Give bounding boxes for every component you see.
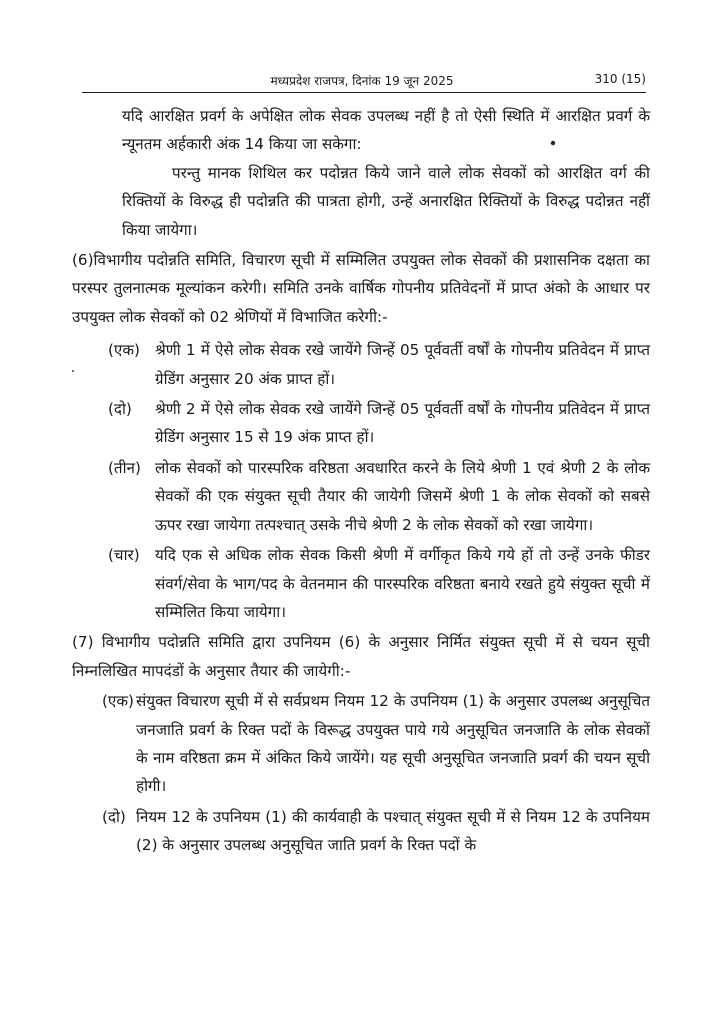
gazette-title: मध्यप्रदेश राजपत्र, दिनांक 19 जून 2025 <box>270 74 454 88</box>
item-text: लोक सेवकों को पारस्परिक वरिष्ठता अवधारित करने के लिये श्रेणी 1 एवं श्रेणी 2 के लोक सेवकों की एक संयुक्त सूची तैयार की जायेगी जिसमें श्रेणी 1 के लोक सेवकों को सबसे ऊपर रखा जायेगा तत्पश्चात् उसके नीचे श्रेणी 2 के लोक सेवकों को रखा जायेगा। <box>155 458 650 534</box>
item-text: श्रेणी 2 में ऐसे लोक सेवक रखे जायेंगे जिन्हें 05 पूर्ववर्ती वर्षों के गोपनीय प्रतिवेदन में प्राप्त ग्रेडिंग अनुसार 15 से 19 अंक प्राप्त हों। <box>155 400 650 447</box>
item-text: श्रेणी 1 में ऐसे लोक सेवक रखे जायेंगे जिन्हें 05 पूर्ववर्ती वर्षों के गोपनीय प्रतिवेदन में प्राप्त ग्रेडिंग अनुसार 20 अंक प्राप्त हों। <box>155 341 650 388</box>
proviso-paragraph: परन्तु मानक शिथिल कर पदोन्नत किये जाने वाले लोक सेवकों को आरक्षित वर्ग की रिक्तियों के विरुद्ध ही पदोन्नति की पात्रता होगी, उन्हें अनारक्षित रिक्तियों के विरुद्ध पदोन्नत नहीं किया जायेगा। <box>122 163 650 239</box>
item-number: (चार) <box>108 546 140 565</box>
item-text: यदि एक से अधिक लोक सेवक किसी श्रेणी में वर्गीकृत किये गये हों तो उन्हें उनके फीडर संवर्ग/सेवा के भाग/पद के वेतनमान की पारस्परिक वरिष्ठता बनाये रखते हुये संयुक्त सूची में सम्मिलित किया जायेगा। <box>155 546 650 621</box>
document-body <box>72 102 650 860</box>
header-divider <box>82 92 646 93</box>
page-header <box>0 70 724 90</box>
clause-6-item-1 <box>72 336 650 393</box>
intro-paragraph: यदि आरक्षित प्रवर्ग के अपेक्षित लोक सेवक उपलब्ध नहीं है तो ऐसी स्थिति में आरक्षित प्रवर्ग के न्यूनतम अर्हकारी अंक 14 किया जा सकेगा: <box>122 107 650 154</box>
clause-7-text: (7) विभागीय पदोन्नति समिति द्वारा उपनियम (6) के अनुसार निर्मित संयुक्त सूची में से चयन सूची निम्नलिखित मापदंडों के अनुसार तैयार की जायेगी:- <box>72 633 650 680</box>
clause-6-item-4 <box>72 541 650 626</box>
item-number: (एक) <box>108 341 140 360</box>
item-number: (दो) <box>108 400 132 419</box>
item-text: नियम 12 के उपनियम (1) की कार्यवाही के पश्चात् संयुक्त सूची में से नियम 12 के उपनियम (2) के अनुसार उपलब्ध अनुसूचित जाति प्रवर्ग के रिक्त पदों के <box>136 807 650 855</box>
clause-6-item-2 <box>72 395 650 452</box>
clause-7-item-1 <box>72 687 650 801</box>
clause-6-item-3 <box>72 454 650 539</box>
clause-6-text: (6)विभागीय पदोन्नति समिति, विचारण सूची में सम्मिलित उपयुक्त लोक सेवकों की प्रशासनिक दक्षता का परस्पर तुलनात्मक मूल्यांकन करेगी। समिति उनके वार्षिक गोपनीय प्रतिवेदनों में प्राप्त अंको के आधार पर उपयुक्त लोक सेवकों को 02 श्रेणियों में विभाजित करेगी:- <box>72 251 650 326</box>
page-number: 310 (15) <box>594 72 646 86</box>
item-number: (तीन) <box>108 458 141 477</box>
clause-7-item-2 <box>72 803 650 860</box>
item-text: संयुक्त विचारण सूची में से सर्वप्रथम नियम 12 के उपनियम (1) के अनुसार उपलब्ध अनुसूचित जनजाति प्रवर्ग के रिक्त पदों के विरूद्ध उपयुक्त पाये गये अनुसूचित जनजाति के लोक सेवकों के नाम वरिष्ठता क्रम में अंकित किये जायेंगे। यह सूची अनुसूचित जनजाति प्रवर्ग की चयन सूची होगी। <box>136 692 650 796</box>
item-number: (एक) <box>102 692 134 711</box>
item-number: (दो) <box>102 807 126 826</box>
